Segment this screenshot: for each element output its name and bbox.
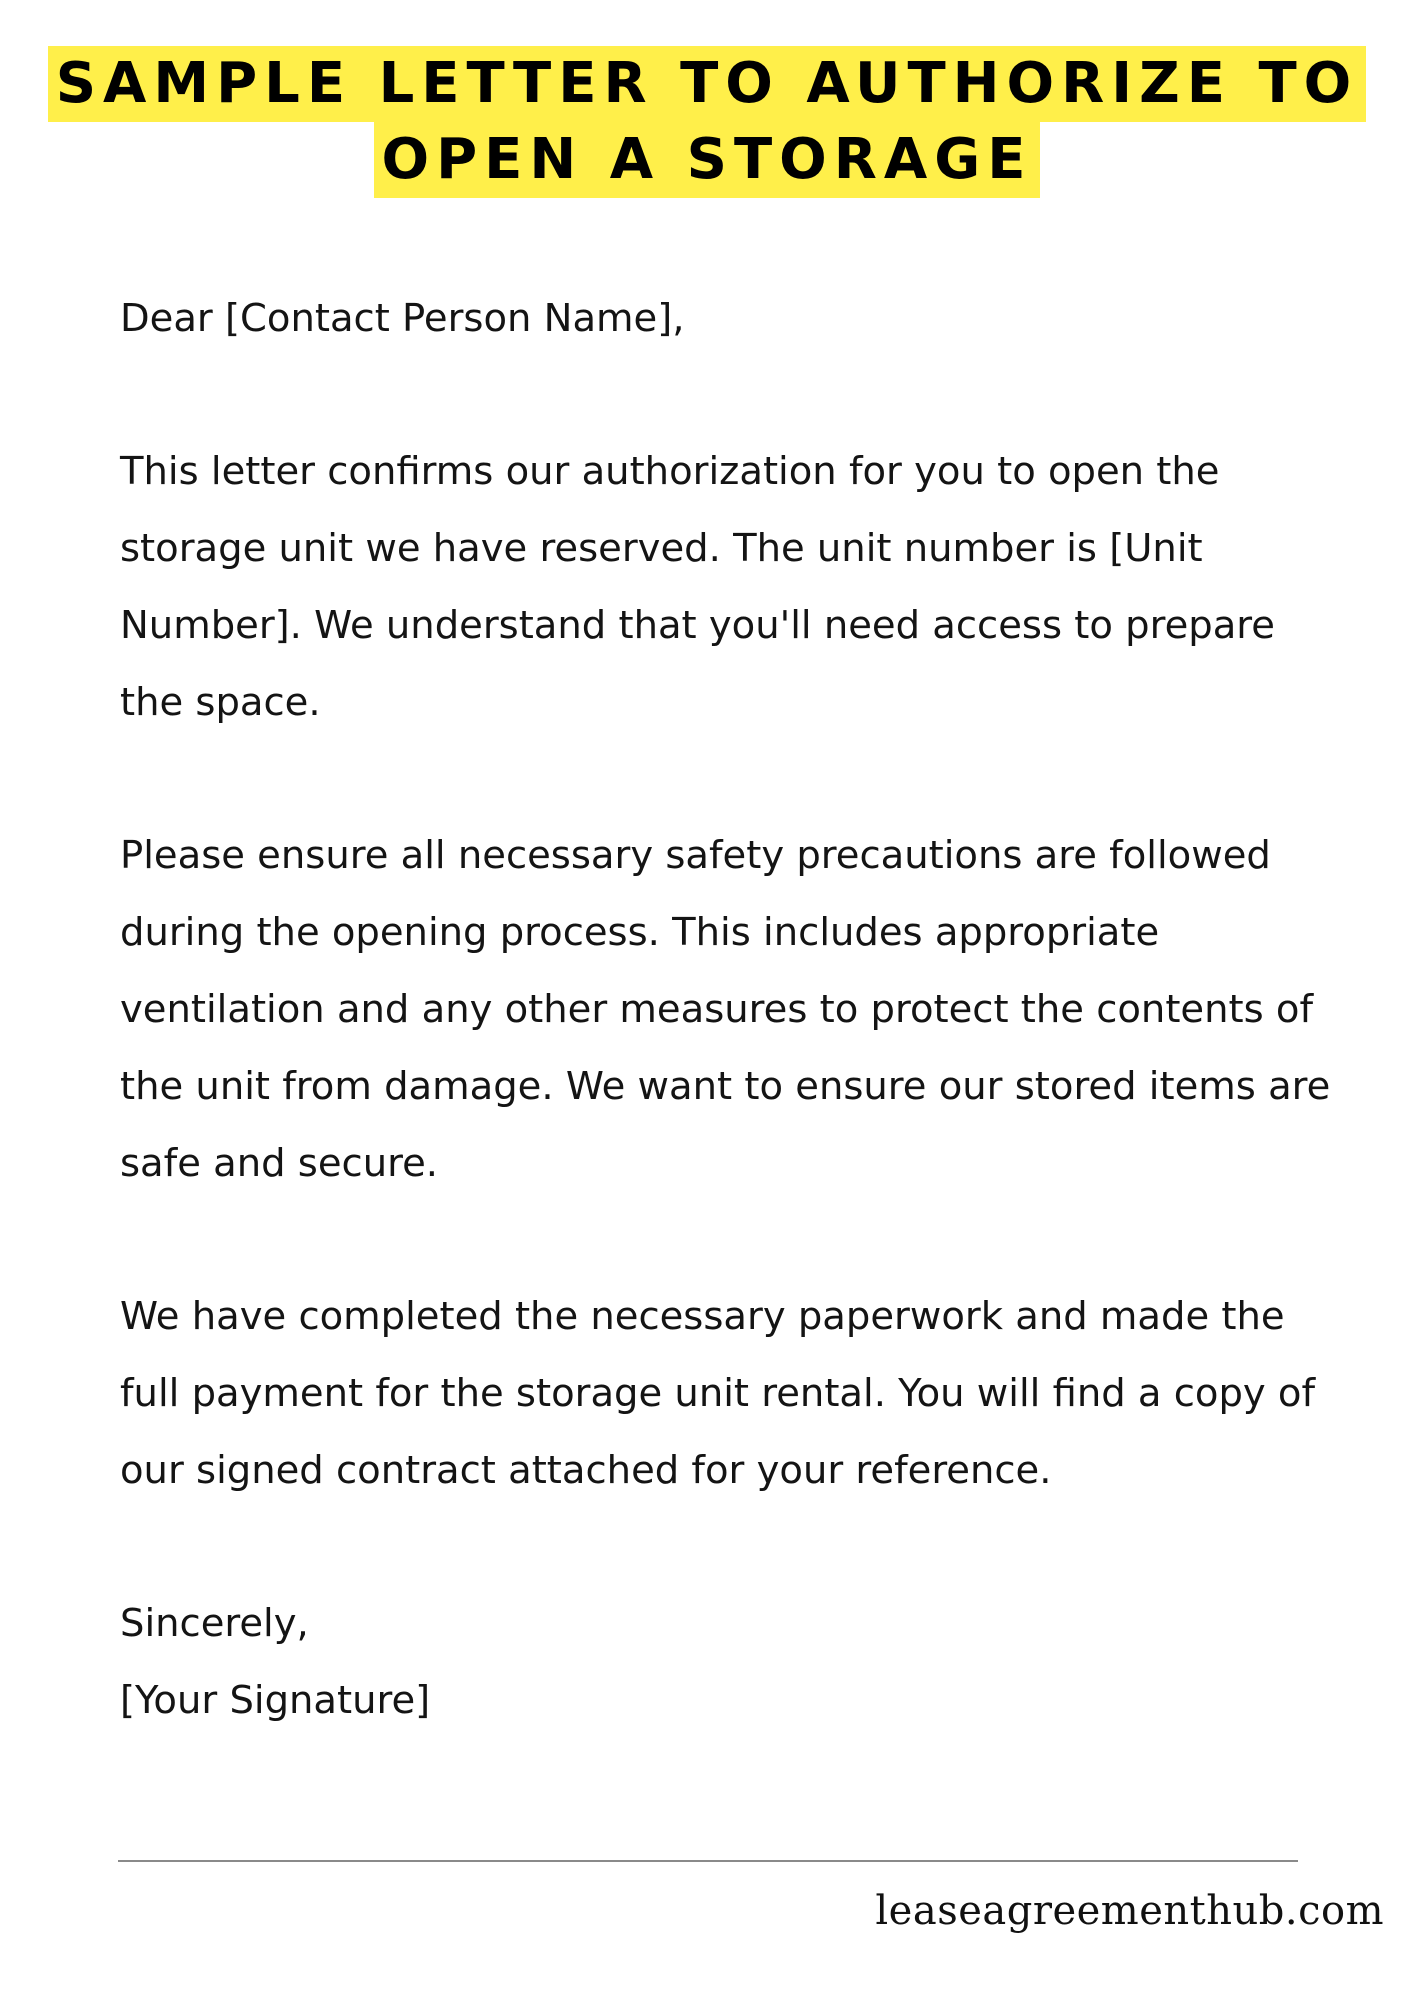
salutation: Dear [Contact Person Name], xyxy=(120,296,685,341)
letter-body xyxy=(120,280,1350,1739)
paragraph-payment: We have completed the necessary paperwork and made the full payment for the storage unit rental. You will find a copy of our signed contract attached for your reference. xyxy=(120,1294,1316,1493)
footer-website: leaseagreementhub.com xyxy=(875,1888,1384,1934)
footer-divider xyxy=(118,1860,1298,1862)
closing-block xyxy=(120,1585,1350,1739)
signature-placeholder: [Your Signature] xyxy=(120,1678,431,1723)
paragraph-authorization: This letter confirms our authorization for you to open the storage unit we have reserved. The unit number is [Unit Number]. We understand that you'll need access to prepare the space. xyxy=(120,449,1275,725)
paragraph-safety: Please ensure all necessary safety precautions are followed during the opening process. This includes appropriate ventilation and any other measures to protect the contents of the unit from damage. We want to ensure our stored items are safe and secure. xyxy=(120,833,1331,1186)
document-title xyxy=(0,46,1414,198)
closing: Sincerely, xyxy=(120,1601,309,1646)
title-line-1: SAMPLE LETTER TO AUTHORIZE TO xyxy=(48,46,1367,122)
title-line-2: OPEN A STORAGE xyxy=(374,122,1041,198)
